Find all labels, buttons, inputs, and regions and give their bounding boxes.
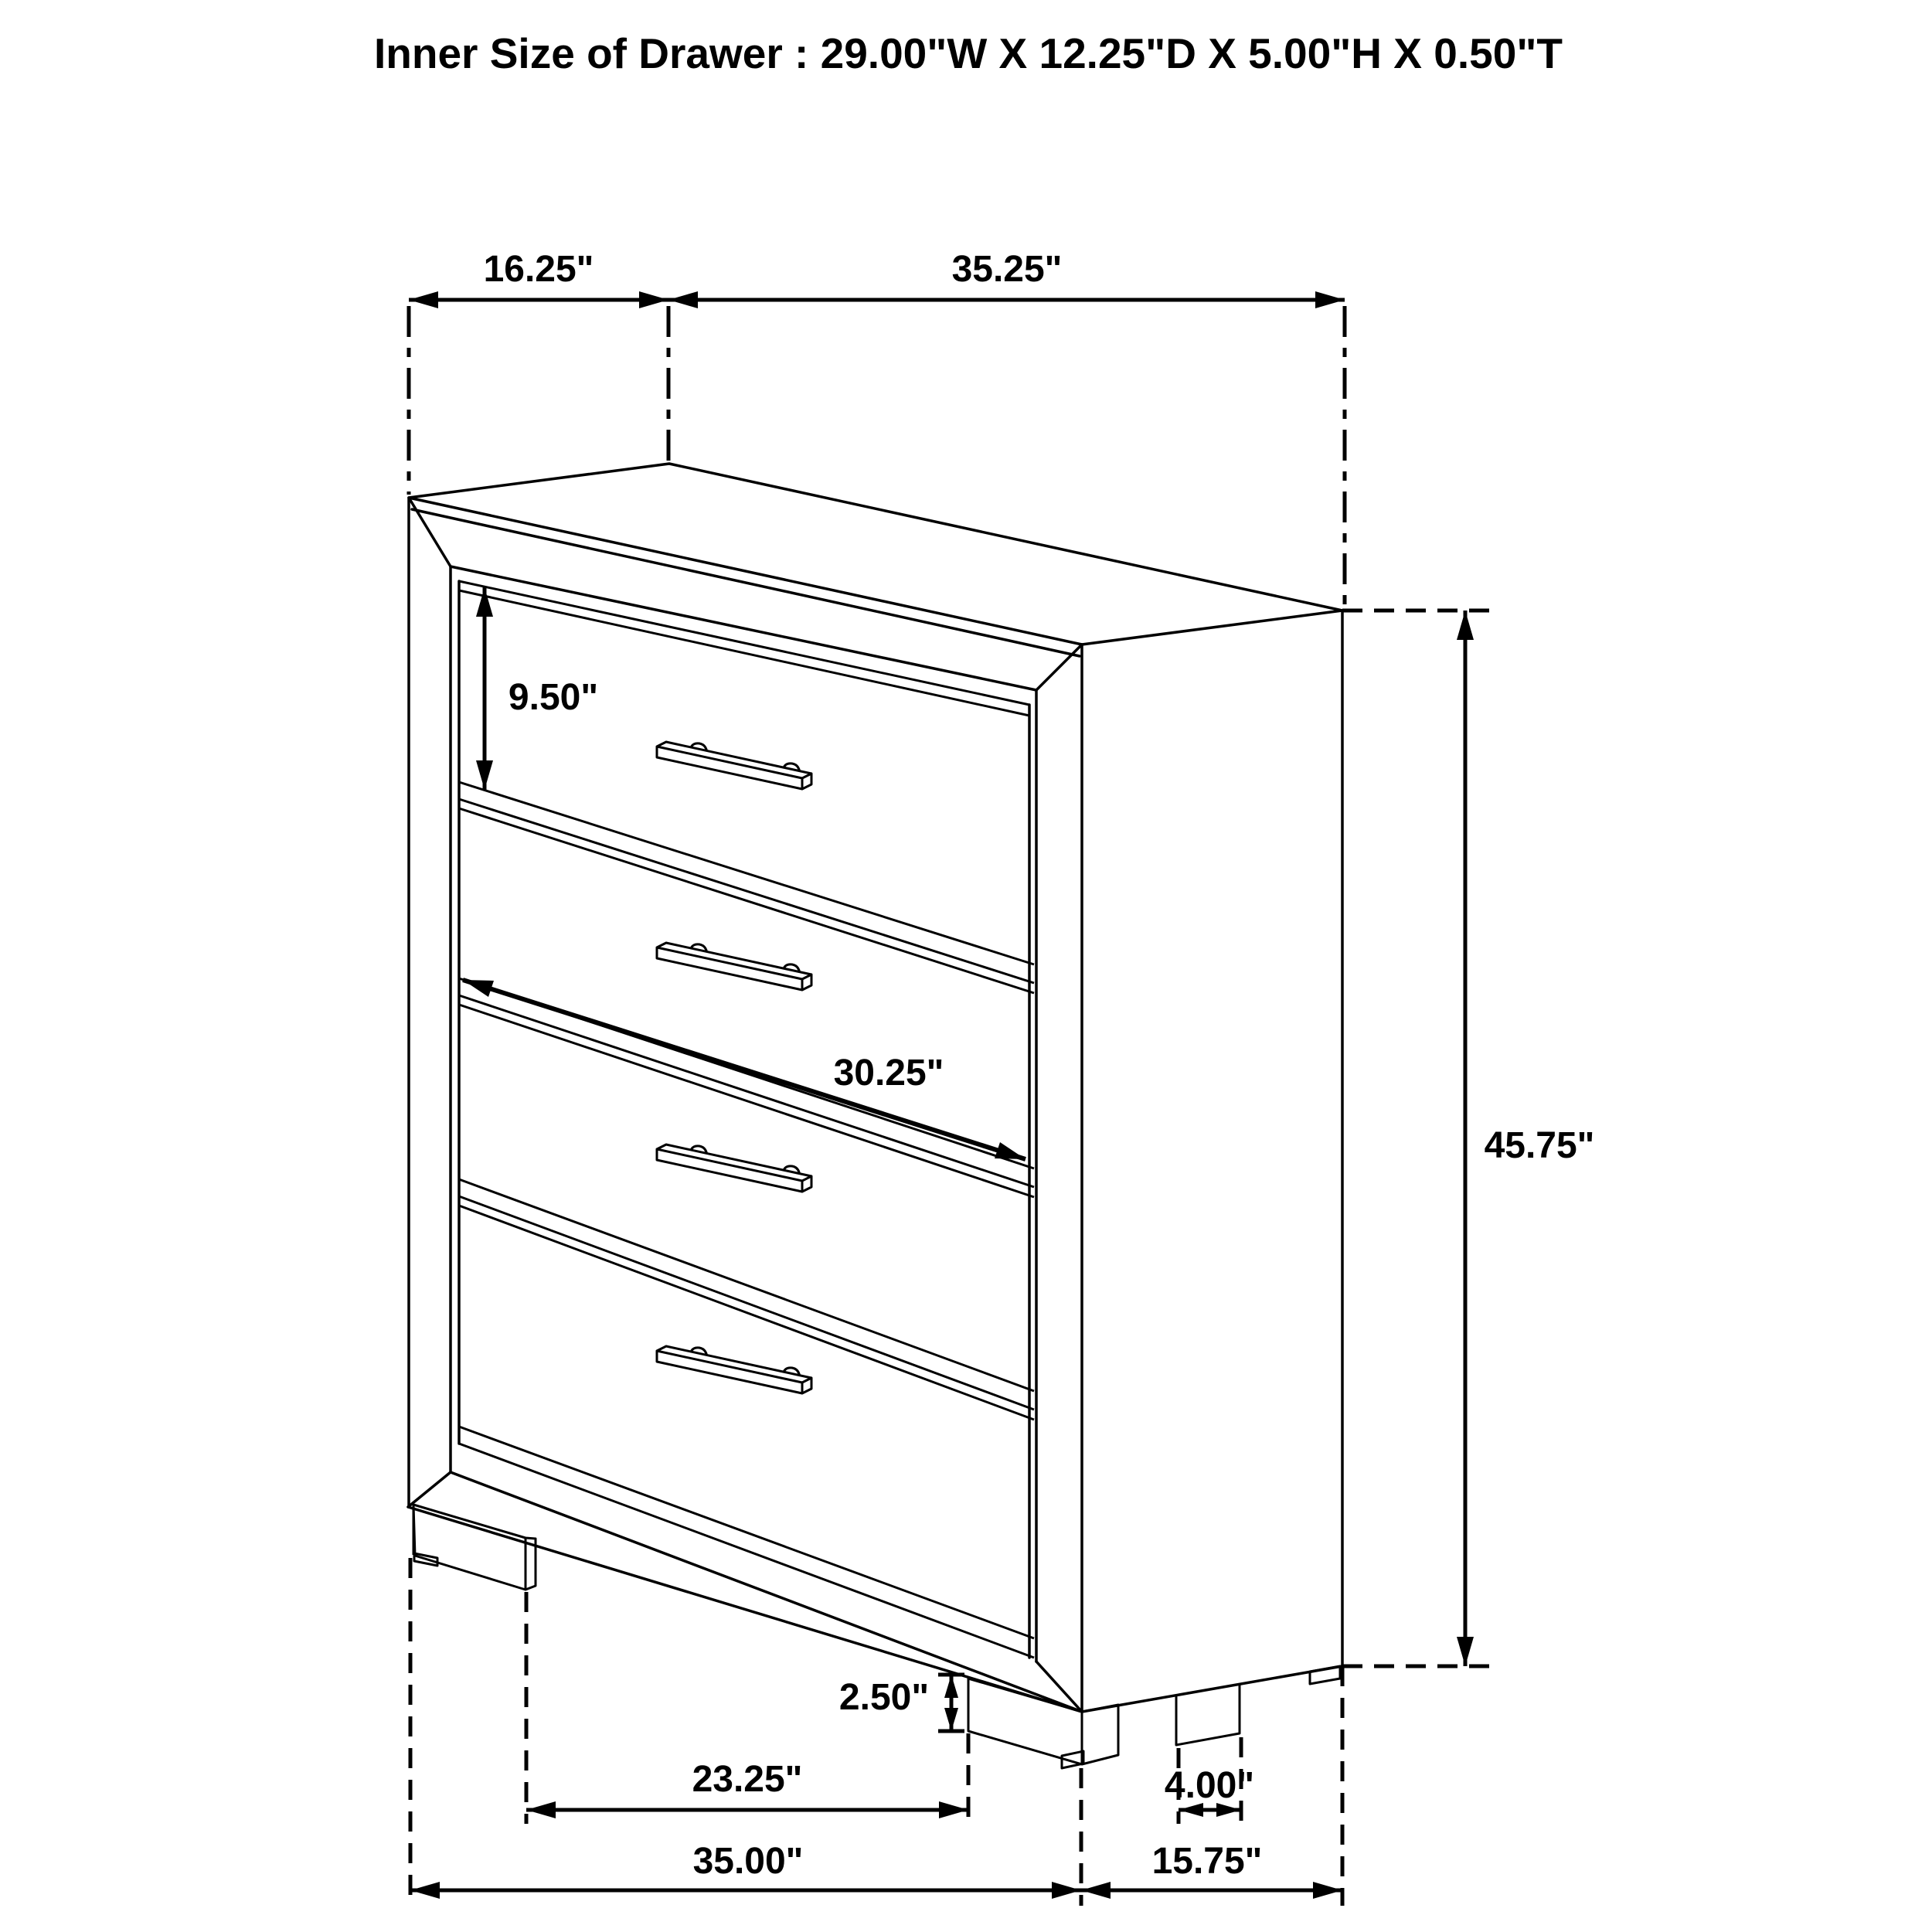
dim-label-front-leg-span: 23.25" bbox=[692, 1759, 803, 1800]
dim-label-drawer-inner-width: 30.25" bbox=[833, 1053, 944, 1094]
diagram-title: Inner Size of Drawer : 29.00"W X 12.25"D X 5.00"H X 0.50"T bbox=[374, 29, 1563, 77]
dim-label-top-width: 35.25" bbox=[951, 249, 1063, 290]
dim-label-drawer-height: 9.50" bbox=[508, 677, 599, 718]
dim-label-overall-depth: 15.75" bbox=[1151, 1841, 1263, 1882]
dim-label-top-depth: 16.25" bbox=[483, 249, 594, 290]
dim-label-leg-width: 4.00" bbox=[1164, 1765, 1255, 1806]
dim-label-overall-width: 35.00" bbox=[692, 1841, 804, 1882]
dim-label-base-height: 2.50" bbox=[838, 1677, 930, 1718]
dim-label-overall-height: 45.75" bbox=[1484, 1125, 1595, 1166]
